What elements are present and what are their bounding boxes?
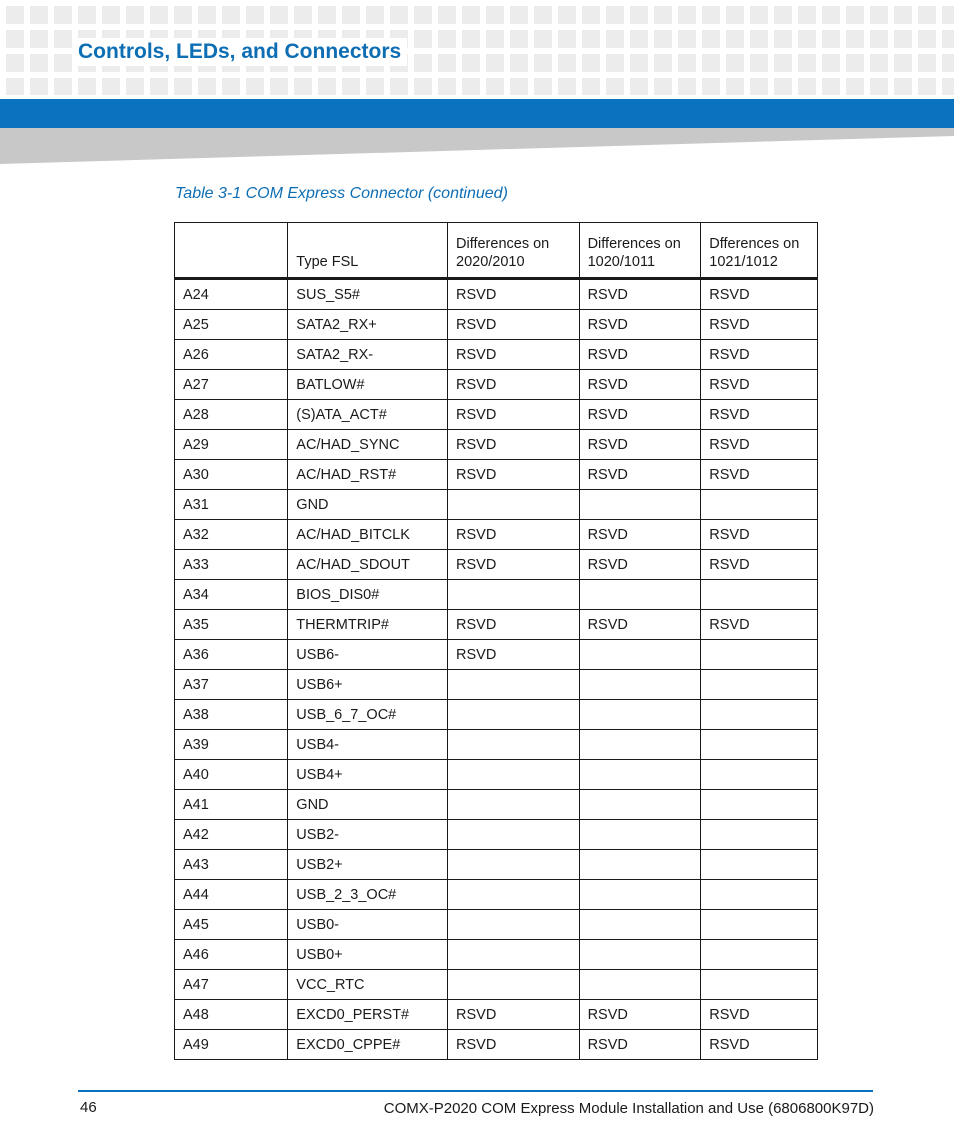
cell-diff-1021-1012: RSVD [701, 1030, 818, 1060]
cell-diff-1020-1011: RSVD [579, 340, 701, 370]
cell-signal: USB_2_3_OC# [288, 880, 448, 910]
table-row [175, 1030, 818, 1060]
cell-diff-1021-1012: RSVD [701, 460, 818, 490]
cell-diff-1021-1012 [701, 850, 818, 880]
connector-pin-table [174, 222, 818, 1060]
header-blue-bar [0, 99, 954, 128]
header-diff-1020-1011: Differences on 1020/1011 [579, 223, 701, 279]
cell-pin: A45 [175, 910, 288, 940]
page-number: 46 [80, 1099, 97, 1116]
table-row [175, 279, 818, 310]
cell-diff-2020-2010: RSVD [448, 279, 580, 310]
cell-diff-2020-2010: RSVD [448, 640, 580, 670]
cell-pin: A36 [175, 640, 288, 670]
cell-diff-1021-1012: RSVD [701, 279, 818, 310]
cell-signal: AC/HAD_SDOUT [288, 550, 448, 580]
table-row [175, 370, 818, 400]
table-row [175, 670, 818, 700]
cell-pin: A30 [175, 460, 288, 490]
cell-diff-1021-1012: RSVD [701, 400, 818, 430]
cell-diff-1021-1012: RSVD [701, 1000, 818, 1030]
cell-diff-1021-1012: RSVD [701, 610, 818, 640]
cell-signal: GND [288, 490, 448, 520]
table-header-row [175, 223, 818, 279]
cell-diff-1021-1012: RSVD [701, 340, 818, 370]
header-grey-wedge [0, 128, 954, 164]
cell-diff-1020-1011 [579, 880, 701, 910]
table-row [175, 910, 818, 940]
table-row [175, 790, 818, 820]
cell-diff-1020-1011 [579, 490, 701, 520]
cell-diff-1021-1012 [701, 970, 818, 1000]
cell-pin: A46 [175, 940, 288, 970]
cell-pin: A28 [175, 400, 288, 430]
cell-diff-1021-1012: RSVD [701, 550, 818, 580]
cell-diff-1021-1012 [701, 760, 818, 790]
cell-diff-2020-2010: RSVD [448, 370, 580, 400]
cell-signal: USB0+ [288, 940, 448, 970]
cell-diff-2020-2010 [448, 910, 580, 940]
table-row [175, 580, 818, 610]
cell-pin: A34 [175, 580, 288, 610]
cell-diff-2020-2010 [448, 970, 580, 1000]
cell-signal: USB6- [288, 640, 448, 670]
header-pin [175, 223, 288, 279]
cell-pin: A35 [175, 610, 288, 640]
table-row [175, 850, 818, 880]
cell-diff-1020-1011 [579, 700, 701, 730]
cell-pin: A44 [175, 880, 288, 910]
cell-signal: AC/HAD_BITCLK [288, 520, 448, 550]
cell-pin: A37 [175, 670, 288, 700]
cell-diff-2020-2010 [448, 790, 580, 820]
cell-pin: A47 [175, 970, 288, 1000]
cell-signal: SUS_S5# [288, 279, 448, 310]
cell-diff-1020-1011: RSVD [579, 460, 701, 490]
cell-diff-1021-1012 [701, 910, 818, 940]
cell-signal: AC/HAD_SYNC [288, 430, 448, 460]
cell-diff-1020-1011 [579, 730, 701, 760]
table-row [175, 640, 818, 670]
cell-signal: THERMTRIP# [288, 610, 448, 640]
table-row [175, 520, 818, 550]
table-row [175, 550, 818, 580]
cell-diff-2020-2010: RSVD [448, 400, 580, 430]
cell-diff-1020-1011: RSVD [579, 520, 701, 550]
cell-diff-2020-2010 [448, 700, 580, 730]
table-row [175, 730, 818, 760]
table-row [175, 700, 818, 730]
cell-diff-1021-1012: RSVD [701, 310, 818, 340]
table-row [175, 820, 818, 850]
cell-signal: BATLOW# [288, 370, 448, 400]
table-row [175, 760, 818, 790]
cell-signal: GND [288, 790, 448, 820]
cell-pin: A40 [175, 760, 288, 790]
cell-diff-1020-1011: RSVD [579, 279, 701, 310]
cell-diff-1021-1012 [701, 730, 818, 760]
cell-pin: A42 [175, 820, 288, 850]
page-title: Controls, LEDs, and Connectors [78, 38, 407, 66]
table-row [175, 490, 818, 520]
cell-pin: A31 [175, 490, 288, 520]
cell-signal: USB_6_7_OC# [288, 700, 448, 730]
cell-signal: EXCD0_PERST# [288, 1000, 448, 1030]
table-body [175, 279, 818, 1060]
cell-signal: (S)ATA_ACT# [288, 400, 448, 430]
cell-diff-1021-1012 [701, 700, 818, 730]
cell-diff-1020-1011 [579, 970, 701, 1000]
cell-diff-1020-1011 [579, 640, 701, 670]
cell-diff-1021-1012 [701, 940, 818, 970]
cell-pin: A41 [175, 790, 288, 820]
cell-diff-1021-1012 [701, 490, 818, 520]
cell-diff-1020-1011: RSVD [579, 1030, 701, 1060]
cell-diff-2020-2010 [448, 580, 580, 610]
header-type-fsl: Type FSL [288, 223, 448, 279]
cell-signal: USB0- [288, 910, 448, 940]
cell-pin: A49 [175, 1030, 288, 1060]
cell-signal: AC/HAD_RST# [288, 460, 448, 490]
cell-diff-1020-1011 [579, 850, 701, 880]
cell-pin: A33 [175, 550, 288, 580]
header-diff-1021-1012: Dfferences on 1021/1012 [701, 223, 818, 279]
cell-pin: A26 [175, 340, 288, 370]
cell-diff-1021-1012: RSVD [701, 520, 818, 550]
table-row [175, 430, 818, 460]
cell-pin: A25 [175, 310, 288, 340]
cell-diff-2020-2010 [448, 850, 580, 880]
table-row [175, 970, 818, 1000]
cell-diff-2020-2010: RSVD [448, 430, 580, 460]
table-row [175, 1000, 818, 1030]
cell-diff-1021-1012 [701, 790, 818, 820]
cell-signal: VCC_RTC [288, 970, 448, 1000]
cell-pin: A39 [175, 730, 288, 760]
cell-pin: A27 [175, 370, 288, 400]
cell-pin: A48 [175, 1000, 288, 1030]
cell-diff-1021-1012 [701, 820, 818, 850]
cell-diff-1020-1011: RSVD [579, 310, 701, 340]
cell-diff-2020-2010 [448, 760, 580, 790]
cell-diff-1020-1011: RSVD [579, 550, 701, 580]
cell-signal: EXCD0_CPPE# [288, 1030, 448, 1060]
cell-diff-1021-1012: RSVD [701, 430, 818, 460]
cell-diff-2020-2010 [448, 730, 580, 760]
cell-diff-2020-2010: RSVD [448, 310, 580, 340]
cell-diff-1020-1011 [579, 760, 701, 790]
cell-diff-2020-2010: RSVD [448, 460, 580, 490]
table-caption: Table 3-1 COM Express Connector (continued) [175, 185, 508, 202]
cell-pin: A24 [175, 279, 288, 310]
cell-diff-1020-1011: RSVD [579, 370, 701, 400]
cell-diff-2020-2010 [448, 670, 580, 700]
cell-diff-1020-1011 [579, 820, 701, 850]
cell-diff-1020-1011: RSVD [579, 610, 701, 640]
cell-pin: A32 [175, 520, 288, 550]
cell-diff-2020-2010: RSVD [448, 340, 580, 370]
cell-diff-1021-1012 [701, 580, 818, 610]
cell-diff-2020-2010: RSVD [448, 1000, 580, 1030]
cell-diff-1021-1012 [701, 880, 818, 910]
cell-diff-1021-1012 [701, 640, 818, 670]
cell-diff-2020-2010 [448, 490, 580, 520]
cell-diff-1020-1011: RSVD [579, 430, 701, 460]
cell-diff-1021-1012 [701, 670, 818, 700]
footer-divider [78, 1090, 873, 1092]
cell-diff-1020-1011 [579, 790, 701, 820]
cell-diff-1020-1011 [579, 580, 701, 610]
cell-signal: USB4+ [288, 760, 448, 790]
cell-pin: A38 [175, 700, 288, 730]
table-row [175, 310, 818, 340]
cell-diff-2020-2010: RSVD [448, 1030, 580, 1060]
cell-signal: SATA2_RX- [288, 340, 448, 370]
cell-diff-2020-2010 [448, 820, 580, 850]
cell-diff-1020-1011 [579, 910, 701, 940]
cell-diff-1020-1011: RSVD [579, 1000, 701, 1030]
cell-diff-1020-1011 [579, 940, 701, 970]
cell-diff-2020-2010 [448, 940, 580, 970]
cell-diff-2020-2010: RSVD [448, 610, 580, 640]
cell-pin: A43 [175, 850, 288, 880]
cell-diff-2020-2010: RSVD [448, 520, 580, 550]
cell-diff-1020-1011: RSVD [579, 400, 701, 430]
table-row [175, 880, 818, 910]
cell-diff-1020-1011 [579, 670, 701, 700]
cell-signal: SATA2_RX+ [288, 310, 448, 340]
cell-signal: USB2- [288, 820, 448, 850]
table-row [175, 340, 818, 370]
table-row [175, 400, 818, 430]
cell-signal: USB4- [288, 730, 448, 760]
table-row [175, 610, 818, 640]
footer-doc-title: COMX-P2020 COM Express Module Installation and Use (6806800K97D) [383, 1100, 874, 1117]
cell-signal: USB6+ [288, 670, 448, 700]
cell-diff-1021-1012: RSVD [701, 370, 818, 400]
cell-pin: A29 [175, 430, 288, 460]
table-row [175, 940, 818, 970]
cell-diff-2020-2010 [448, 880, 580, 910]
table-row [175, 460, 818, 490]
cell-signal: BIOS_DIS0# [288, 580, 448, 610]
cell-signal: USB2+ [288, 850, 448, 880]
cell-diff-2020-2010: RSVD [448, 550, 580, 580]
header-diff-2020-2010: Differences on 2020/2010 [448, 223, 580, 279]
